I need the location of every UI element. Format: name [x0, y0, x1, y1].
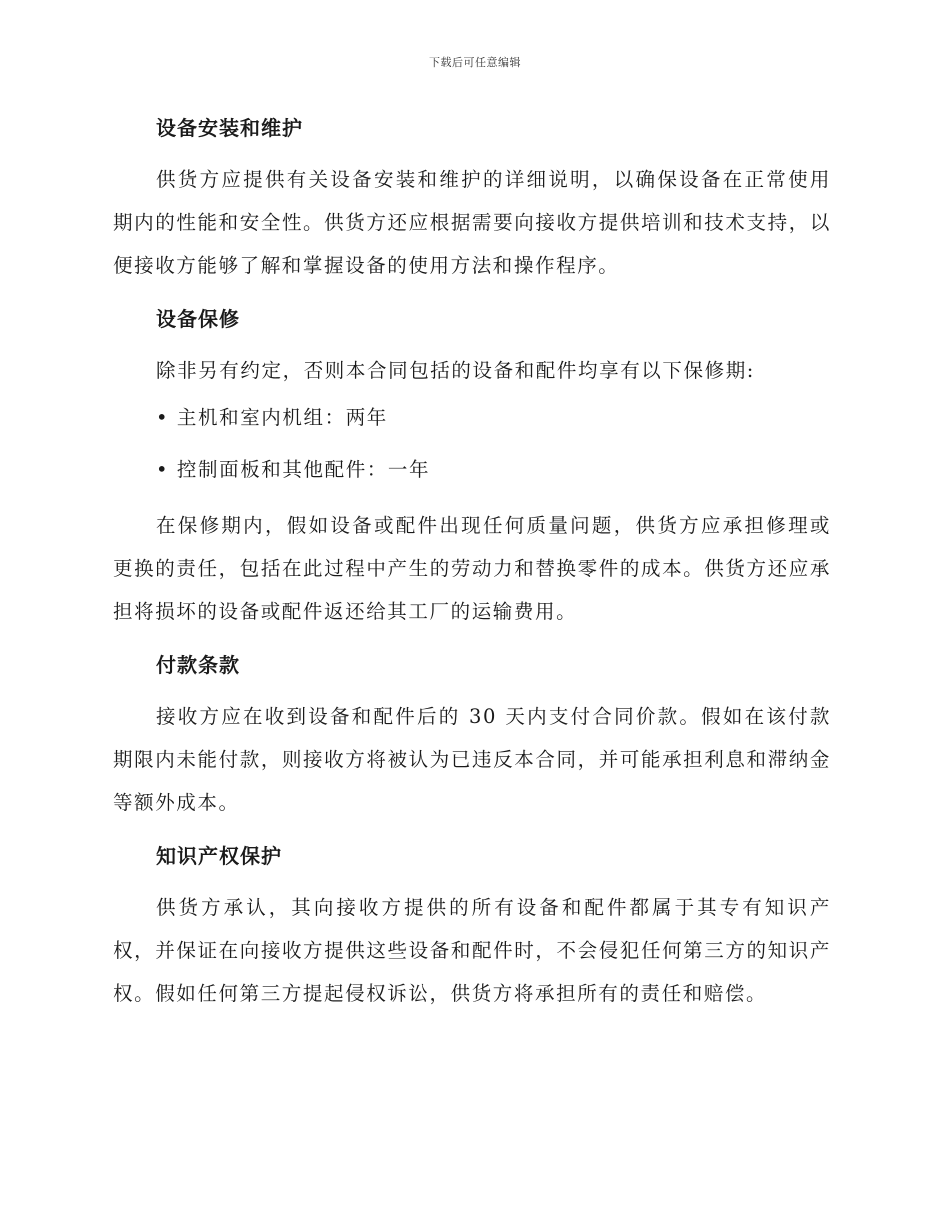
- paragraph-warranty-terms: 在保修期内，假如设备或配件出现任何质量问题，供货方应承担修理或更换的责任，包括在此过程中产生的劳动力和替换零件的成本。供货方还应承担将损坏的设备或配件返还给其工厂的运输费用。: [113, 514, 831, 623]
- list-item-warranty-main-unit: • 主机和室内机组：两年: [156, 406, 388, 429]
- paragraph-warranty-intro: 除非另有约定，否则本合同包括的设备和配件均享有以下保修期:: [156, 359, 755, 382]
- list-item-warranty-accessories: • 控制面板和其他配件：一年: [156, 458, 431, 481]
- section-heading-ip: 知识产权保护: [156, 844, 282, 868]
- document-body: [113, 106, 831, 1015]
- section-heading-installation: 设备安装和维护: [156, 116, 303, 140]
- paragraph-ip: 供货方承认，其向接收方提供的所有设备和配件都属于其专有知识产权，并保证在向接收方提供这些设备和配件时，不会侵犯任何第三方的知识产权。假如任何第三方提起侵权诉讼，供货方将承担所有的责任和赔偿。: [113, 896, 831, 1005]
- section-heading-warranty: 设备保修: [156, 307, 240, 331]
- paragraph-installation: 供货方应提供有关设备安装和维护的详细说明，以确保设备在正常使用期内的性能和安全性。供货方还应根据需要向接收方提供培训和技术支持，以便接收方能够了解和掌握设备的使用方法和操作程序。: [113, 168, 831, 277]
- page-header: 下载后可任意编辑: [429, 56, 521, 69]
- paragraph-payment: 接收方应在收到设备和配件后的 30 天内支付合同价款。假如在该付款期限内未能付款，则接收方将被认为已违反本合同，并可能承担利息和滞纳金等额外成本。: [113, 705, 831, 814]
- section-heading-payment: 付款条款: [156, 653, 240, 677]
